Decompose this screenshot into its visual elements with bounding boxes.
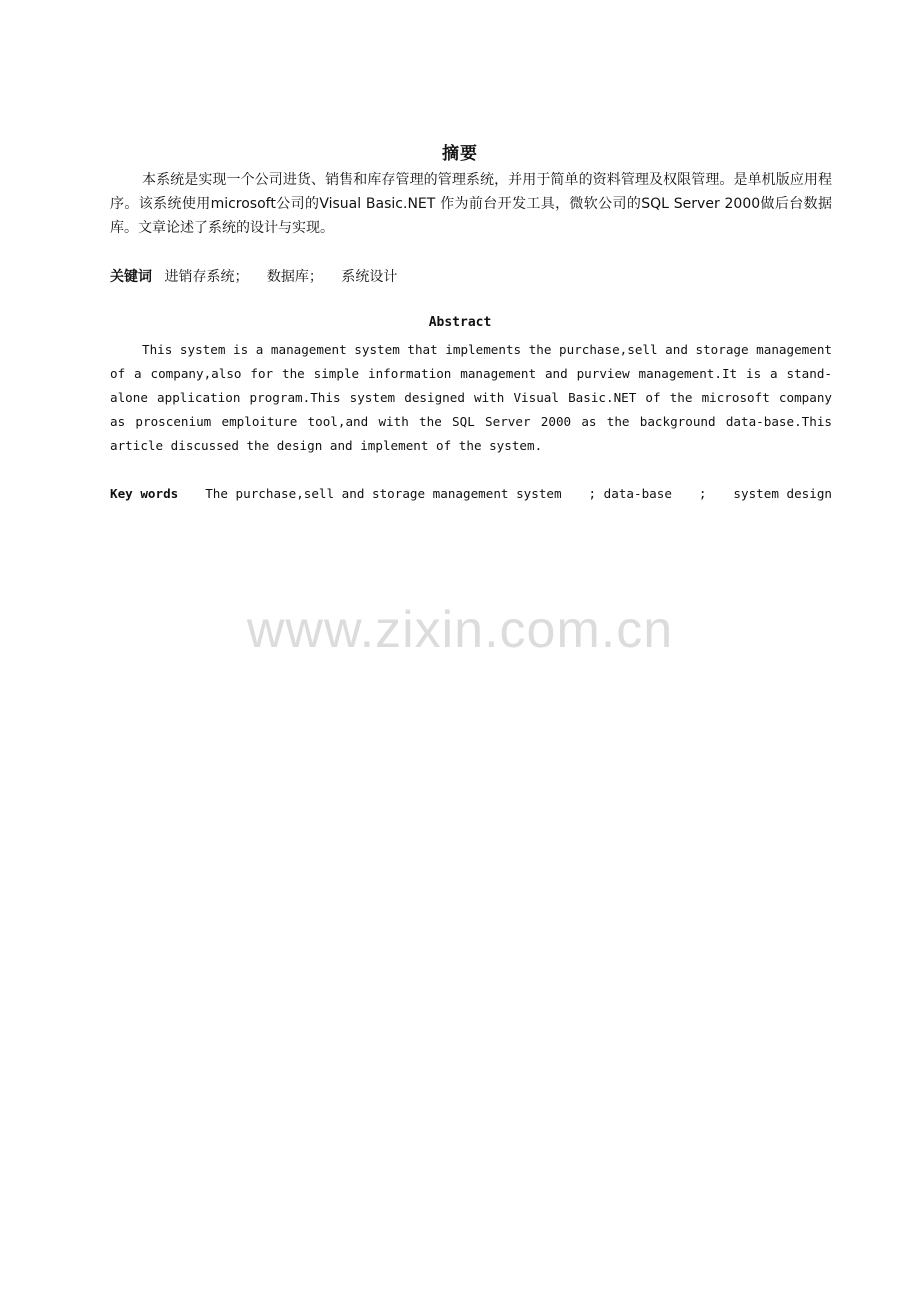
cn-keywords-line bbox=[110, 265, 832, 289]
en-abstract-body: This system is a management system that implements the purchase,sell and storage management of a company,also for the simple information management and purview management.It is a stand-alone application program.This system designed with Visual Basic.NET of the microsoft company as proscenium emploiture tool,and with the SQL Server 2000 as the background data-base.This article discussed the design and implement of the system. bbox=[110, 342, 832, 453]
en-keywords-line bbox=[110, 482, 832, 506]
site-watermark: www.zixin.com.cn bbox=[246, 601, 674, 659]
cn-keyword-item: 数据库； bbox=[266, 269, 323, 285]
en-keywords-label: Key words bbox=[110, 486, 179, 501]
cn-keywords-label: 关键词 bbox=[110, 269, 152, 285]
en-keyword-item: ; bbox=[698, 486, 707, 501]
cn-abstract-title: 摘要 bbox=[442, 144, 478, 164]
en-keyword-item: ; data-base bbox=[588, 486, 672, 501]
en-keyword-item: system design bbox=[733, 486, 832, 501]
en-keyword-item: The purchase,sell and storage management system bbox=[205, 486, 562, 501]
cn-keyword-item: 系统设计 bbox=[341, 269, 398, 285]
cn-keyword-item: 进销存系统； bbox=[164, 269, 249, 285]
cn-abstract-body: 本系统是实现一个公司进货、销售和库存管理的管理系统，并用于简单的资料管理及权限管理。是单机版应用程序。该系统使用microsoft公司的Visual Basic.NET 作为前台开发工具，微软公司的SQL Server 2000做后台数据库。文章论述了系统的设计与实现。 bbox=[110, 172, 832, 236]
en-abstract-title: Abstract bbox=[428, 315, 492, 330]
